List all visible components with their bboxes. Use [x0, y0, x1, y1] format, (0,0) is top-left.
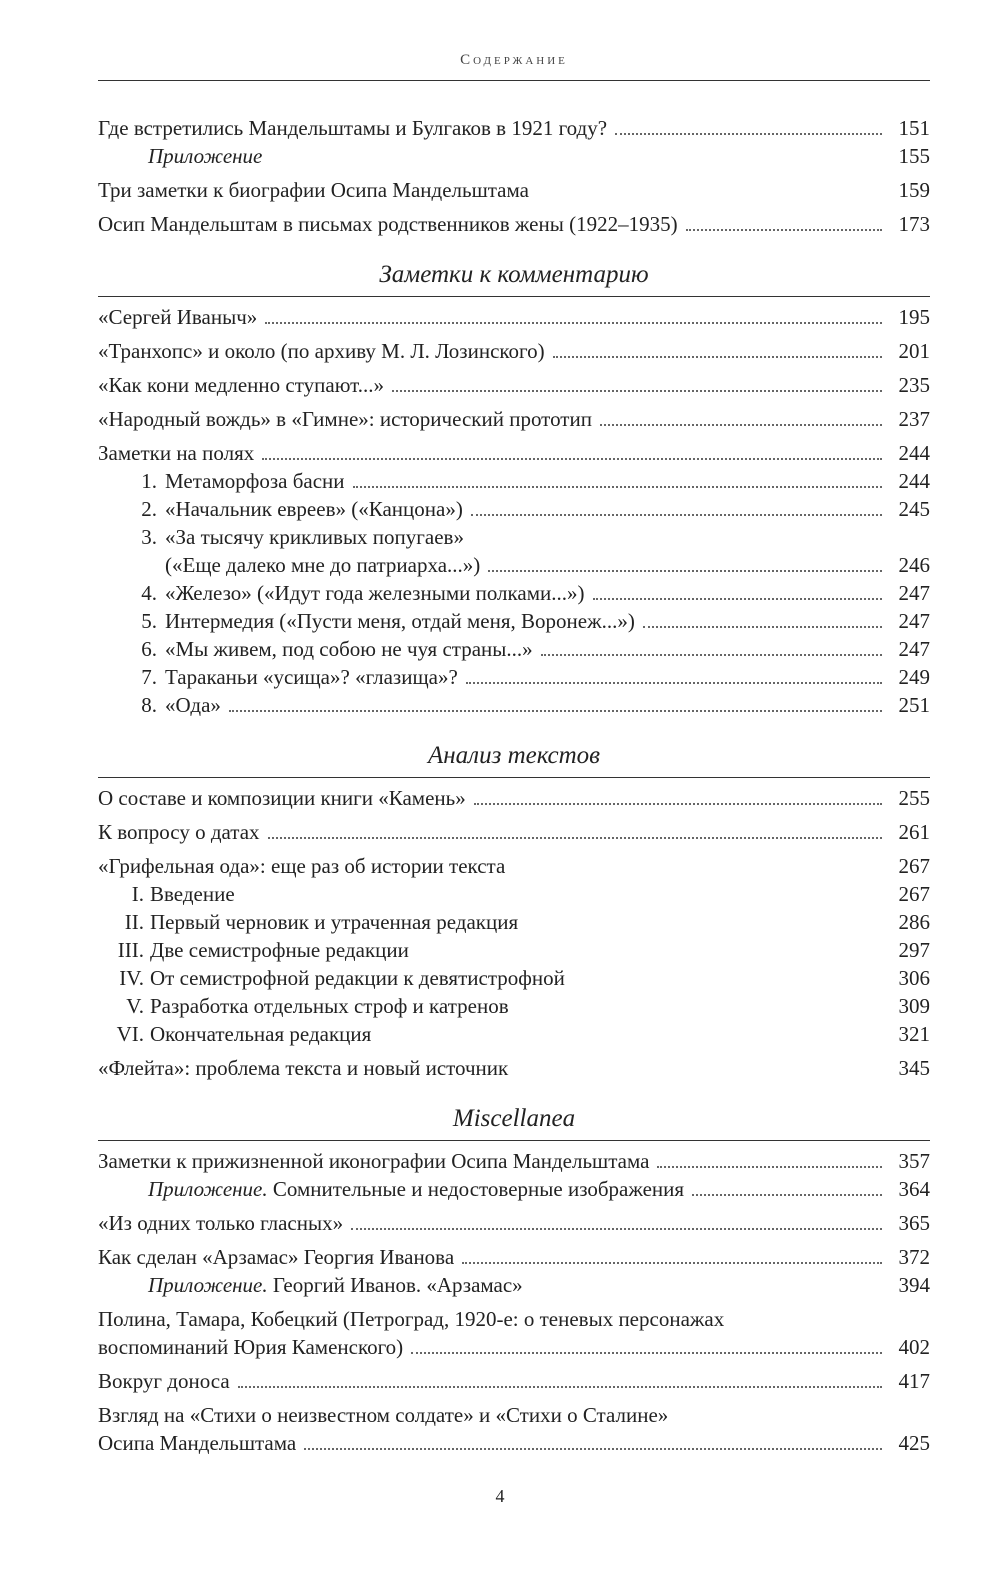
appendix-label: Приложение. — [148, 1177, 268, 1201]
toc-entry-title: Полина, Тамара, Кобецкий (Петроград, 1920-е: о теневых персонажах — [98, 1307, 725, 1331]
toc-subentry[interactable] — [98, 880, 930, 908]
toc-subentry[interactable] — [98, 495, 930, 523]
toc-entry-title: О составе и композиции книги «Камень» — [98, 786, 466, 810]
toc-subentry[interactable] — [98, 663, 930, 691]
toc-entry-title: Интермедия («Пусти меня, отдай меня, Воронеж...») — [165, 609, 635, 633]
toc-entry-title: Введение — [150, 882, 235, 906]
leader-dots — [516, 1072, 882, 1075]
toc-entry-title: «За тысячу крикливых попугаев» — [165, 525, 464, 549]
toc-page-number: 173 — [898, 212, 930, 236]
toc-entry[interactable] — [98, 371, 930, 399]
toc-subentry[interactable] — [98, 1020, 930, 1048]
toc-entry[interactable] — [98, 1243, 930, 1271]
subentry-number: VI. — [116, 1022, 144, 1046]
toc-entry-title: Заметки к прижизненной иконографии Осипа Мандельштама — [98, 1149, 650, 1173]
toc-page-number: 246 — [898, 553, 930, 577]
leader-dots — [600, 423, 882, 426]
leader-dots — [553, 355, 882, 358]
toc-subentry[interactable] — [98, 964, 930, 992]
toc-page-number: 195 — [898, 305, 930, 329]
toc-entry-title: Как сделан «Арзамас» Георгия Иванова — [98, 1245, 455, 1269]
toc-entry-title: К вопросу о датах — [98, 820, 260, 844]
leader-dots — [238, 1385, 882, 1388]
section-heading: Анализ текстов — [98, 739, 930, 778]
section-heading: Miscellanea — [98, 1102, 930, 1141]
leader-dots — [573, 982, 882, 985]
toc-subentry[interactable] — [98, 936, 930, 964]
leader-dots — [353, 485, 882, 488]
toc-entry-title: Где встретились Мандельштамы и Булгаков в 1921 году? — [98, 116, 608, 140]
toc-subentry[interactable] — [98, 467, 930, 495]
toc-subentry[interactable] — [98, 691, 930, 719]
toc-entry[interactable] — [98, 1305, 930, 1333]
toc-subentry[interactable] — [98, 635, 930, 663]
toc-page-number: 151 — [898, 116, 930, 140]
toc-page-number: 394 — [898, 1273, 930, 1297]
toc-page-number: 245 — [898, 497, 930, 521]
leader-dots — [304, 1447, 882, 1450]
toc-entry-title: «Транхопс» и около (по архиву М. Л. Лозинского) — [98, 339, 545, 363]
leader-dots — [692, 1193, 882, 1196]
leader-dots — [265, 321, 882, 324]
leader-dots — [243, 898, 882, 901]
toc-entry-title: Приложение — [148, 144, 263, 168]
subentry-number: V. — [126, 994, 144, 1018]
toc-entry[interactable] — [98, 1147, 930, 1175]
toc-entry-title: Георгий Иванов. «Арзамас» — [272, 1273, 523, 1297]
toc-subentry[interactable] — [98, 579, 930, 607]
toc-entry-title: «Народный вождь» в «Гимне»: исторический прототип — [98, 407, 592, 431]
toc-page-number: 286 — [898, 910, 930, 934]
subentry-number: III. — [117, 938, 144, 962]
toc-entry-title: Тараканьи «усища»? «глазища»? — [165, 665, 458, 689]
toc-entry[interactable] — [98, 337, 930, 365]
toc-entry-title: «Мы живем, под собою не чуя страны...» — [165, 637, 533, 661]
leader-dots — [686, 228, 882, 231]
toc-page-number: 402 — [898, 1335, 930, 1359]
toc-page-number: 364 — [898, 1177, 930, 1201]
section-heading: Заметки к комментарию — [98, 258, 930, 297]
leader-dots — [268, 836, 882, 839]
subentry-number: 1. — [141, 469, 157, 493]
toc-entry-title: Три заметки к биографии Осипа Мандельштама — [98, 178, 529, 202]
leader-dots — [513, 870, 882, 873]
leader-dots — [466, 681, 882, 684]
toc-entry-continuation[interactable] — [98, 1429, 930, 1457]
toc-page-number: 309 — [898, 994, 930, 1018]
leader-dots — [531, 1289, 882, 1292]
subentry-number: 2. — [141, 497, 157, 521]
toc-entry-title: Осип Мандельштам в письмах родственников жены (1922–1935) — [98, 212, 678, 236]
leader-dots — [229, 709, 882, 712]
leader-dots — [526, 926, 882, 929]
leader-dots — [379, 1038, 882, 1041]
leader-dots — [537, 194, 882, 197]
toc-entry[interactable] — [98, 784, 930, 812]
toc-entry[interactable] — [98, 176, 930, 204]
subentry-number: 7. — [141, 665, 157, 689]
toc-entry-title: Вокруг доноса — [98, 1369, 230, 1393]
leader-dots — [488, 569, 882, 572]
toc-page-number: 244 — [898, 441, 930, 465]
toc-entry-title: «Из одних только гласных» — [98, 1211, 344, 1235]
toc-page-number: 417 — [898, 1369, 930, 1393]
toc-entry-title: Заметки на полях — [98, 441, 255, 465]
subentry-number: 8. — [141, 693, 157, 717]
toc-subentry[interactable] — [98, 992, 930, 1020]
toc-page-number: 251 — [898, 693, 930, 717]
toc-entry-title: «Как кони медленно ступают...» — [98, 373, 384, 397]
toc-entry-title: «Флейта»: проблема текста и новый источник — [98, 1056, 509, 1080]
toc-entry[interactable] — [98, 818, 930, 846]
toc-page-number: 155 — [898, 144, 930, 168]
leader-dots — [593, 597, 882, 600]
toc-page-number: 267 — [898, 854, 930, 878]
toc-entry[interactable] — [98, 303, 930, 331]
toc-entry-continuation[interactable] — [98, 1333, 930, 1361]
page-number: 4 — [495, 1486, 505, 1506]
toc-page-number: 235 — [898, 373, 930, 397]
toc-entry[interactable] — [98, 210, 930, 238]
toc-entry[interactable] — [98, 405, 930, 433]
toc-page-number: 321 — [898, 1022, 930, 1046]
leader-dots — [615, 132, 882, 135]
toc-entry-title: Разработка отдельных строф и катренов — [150, 994, 509, 1018]
leader-dots — [541, 653, 882, 656]
toc-entry-title: Первый черновик и утраченная редакция — [150, 910, 519, 934]
toc-page-number: 306 — [898, 966, 930, 990]
toc-page-number: 159 — [898, 178, 930, 202]
leader-dots — [517, 1010, 882, 1013]
leader-dots — [462, 1261, 882, 1264]
toc-entry[interactable] — [98, 114, 930, 142]
leader-dots — [643, 625, 882, 628]
toc-page-number: 297 — [898, 938, 930, 962]
leader-dots — [657, 1165, 882, 1168]
toc-entry[interactable] — [98, 1175, 930, 1203]
toc-entry-title: «Ода» — [165, 693, 221, 717]
leader-dots — [392, 389, 882, 392]
toc-page-number: 244 — [898, 469, 930, 493]
toc-page-number: 345 — [898, 1056, 930, 1080]
toc-page-number: 249 — [898, 665, 930, 689]
toc-entry[interactable] — [98, 1054, 930, 1082]
toc-entry[interactable] — [98, 852, 930, 880]
toc-entry-title: Взгляд на «Стихи о неизвестном солдате» и «Стихи о Сталине» — [98, 1403, 669, 1427]
toc-page-number: 372 — [898, 1245, 930, 1269]
toc-page-number: 425 — [898, 1431, 930, 1455]
toc-entry-title: От семистрофной редакции к девятистрофной — [150, 966, 565, 990]
toc-page-number: 247 — [898, 581, 930, 605]
toc-entry[interactable] — [98, 142, 930, 170]
toc-entry-title: «Сергей Иваныч» — [98, 305, 258, 329]
leader-dots — [411, 1351, 882, 1354]
toc-subentry[interactable] — [98, 908, 930, 936]
toc-page-number: 357 — [898, 1149, 930, 1173]
leader-dots — [471, 513, 882, 516]
toc-entry[interactable] — [98, 439, 930, 467]
toc-subentry[interactable] — [98, 607, 930, 635]
toc-entry-title: Окончательная редакция — [150, 1022, 372, 1046]
toc-entry[interactable] — [98, 1271, 930, 1299]
toc-page-number: 261 — [898, 820, 930, 844]
leader-dots — [351, 1227, 882, 1230]
toc-page-number: 247 — [898, 637, 930, 661]
appendix-label: Приложение. — [148, 1273, 268, 1297]
toc-subentry[interactable] — [98, 523, 930, 551]
subentry-number: II. — [124, 910, 144, 934]
subentry-number: 5. — [141, 609, 157, 633]
toc-page-number: 201 — [898, 339, 930, 363]
running-header: Содержание — [460, 52, 568, 68]
subentry-number: 3. — [141, 525, 157, 549]
subentry-number: I. — [131, 882, 144, 906]
table-of-contents — [98, 114, 930, 1457]
toc-page-number: 267 — [898, 882, 930, 906]
leader-dots — [270, 160, 882, 163]
toc-entry-title: («Еще далеко мне до патриарха...») — [165, 553, 481, 577]
subentry-number: IV. — [119, 966, 144, 990]
leader-dots — [262, 457, 882, 460]
subentry-number: 4. — [141, 581, 157, 605]
toc-subentry-continuation[interactable] — [98, 551, 930, 579]
toc-page-number: 237 — [898, 407, 930, 431]
toc-entry-title: Две семистрофные редакции — [150, 938, 409, 962]
leader-dots — [417, 954, 882, 957]
header-rule — [98, 80, 930, 81]
toc-entry-title: Осипа Мандельштама — [98, 1431, 297, 1455]
toc-entry-title: «Железо» («Идут года железными полками...») — [165, 581, 585, 605]
toc-page-number: 255 — [898, 786, 930, 810]
toc-page-number: 365 — [898, 1211, 930, 1235]
toc-page-number: 247 — [898, 609, 930, 633]
toc-entry-title: «Грифельная ода»: еще раз об истории текста — [98, 854, 506, 878]
toc-entry[interactable] — [98, 1367, 930, 1395]
toc-entry-title: воспоминаний Юрия Каменского) — [98, 1335, 404, 1359]
leader-dots — [474, 802, 882, 805]
toc-entry[interactable] — [98, 1401, 930, 1429]
toc-entry-title: Сомнительные и недостоверные изображения — [272, 1177, 685, 1201]
toc-entry-title: Метаморфоза басни — [165, 469, 345, 493]
toc-entry-title: «Начальник евреев» («Канцона») — [165, 497, 463, 521]
subentry-number: 6. — [141, 637, 157, 661]
toc-entry[interactable] — [98, 1209, 930, 1237]
